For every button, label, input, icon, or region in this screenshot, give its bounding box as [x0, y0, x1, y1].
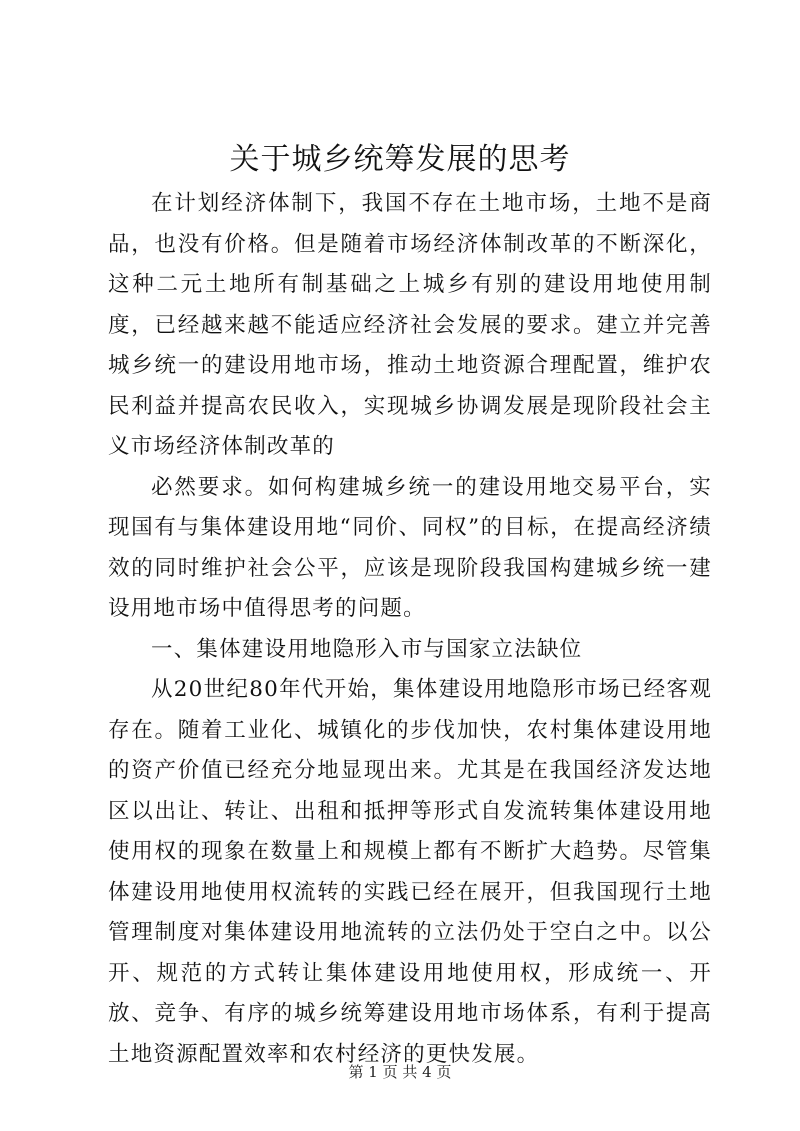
- document-body: [108, 184, 712, 1075]
- paragraph-intro: 在计划经济体制下，我国不存在土地市场，土地不是商品，也没有价格。但是随着市场经济体制改革的不断深化，这种二元土地所有制基础之上城乡有别的建设用地使用制度，已经越来越不能适应经济社会发展的要求。建立并完善城乡统一的建设用地市场，推动土地资源合理配置，维护农民利益并提高农民收入，实现城乡协调发展是现阶段社会主义市场经济体制改革的: [108, 191, 712, 459]
- section-heading-1: 一、集体建设用地隐形入市与国家立法缺位: [151, 636, 583, 662]
- paragraph-section-1: 从20世纪80年代开始，集体建设用地隐形市场已经客观存在。随着工业化、城镇化的步伐加快，农村集体建设用地的资产价值已经充分地显现出来。尤其是在我国经济发达地区以出让、转让、出租和抵押等形式自发流转集体建设用地使用权的现象在数量上和规模上都有不断扩大趋势。尽管集体建设用地使用权流转的实践已经在展开，但我国现行土地管理制度对集体建设用地流转的立法仍处于空白之中。以公开、规范的方式转让集体建设用地使用权，形成统一、开放、竞争、有序的城乡统筹建设用地市场体系，有利于提高土地资源配置效率和农村经济的更快发展。: [108, 677, 712, 1067]
- document-title: 关于城乡统筹发展的思考: [229, 142, 571, 177]
- paragraph-continuation: 必然要求。如何构建城乡统一的建设用地交易平台，实现国有与集体建设用地“同价、同权”的目标，在提高经济绩效的同时维护社会公平，应该是现阶段我国构建城乡统一建设用地市场中值得思考的问题。: [108, 474, 712, 621]
- page-footer: 第 1 页 共 4 页: [348, 1063, 452, 1081]
